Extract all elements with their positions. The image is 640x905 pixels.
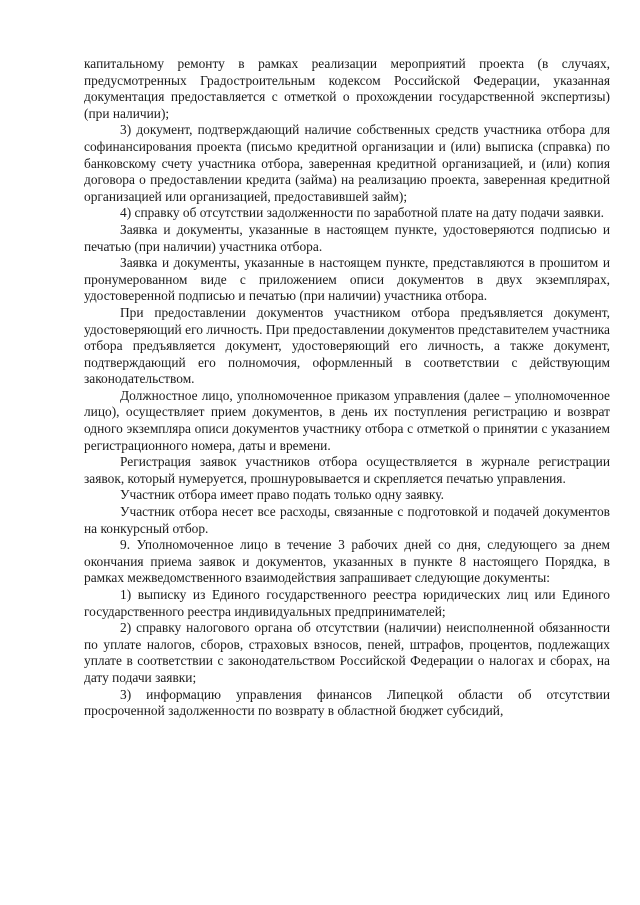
- paragraph-continuation: капитальному ремонту в рамках реализации мероприятий проекта (в случаях, предусмотренных Градостроительным кодексом Российской Федерации, указанная документация предоставляется с отметкой о прохождении государственной экспертизы) (при наличии);: [84, 56, 610, 121]
- paragraph-one-application: Участник отбора имеет право подать только одну заявку.: [120, 487, 444, 503]
- paragraph-section-9: 9. Уполномоченное лицо в течение 3 рабочих дней со дня, следующего за днем окончания приема заявок и документов, указанных в пункте 8 настоящего Порядка, в рамках межведомственного взаимодействия запрашивает следующие документы:: [84, 537, 610, 586]
- document-page: [84, 56, 610, 720]
- paragraph-bound-numbered: Заявка и документы, указанные в настоящем пункте, представляются в прошитом и пронумерованном виде с приложением описи документов в двух экземплярах, удостоверенной подписью и печатью (при наличии) участника отбора.: [84, 255, 610, 304]
- paragraph-signature-seal: Заявка и документы, указанные в настоящем пункте, удостоверяются подписью и печатью (при наличии) участника отбора.: [84, 221, 610, 254]
- paragraph-expenses: Участник отбора несет все расходы, связанные с подготовкой и подачей документов на конкурсный отбор.: [84, 504, 610, 536]
- paragraph-identity-document: При предоставлении документов участником отбора предъявляется документ, удостоверяющий его личность. При предоставлении документов представителем участника отбора предъявляется документ, удостоверяющий его личность, а также документ, подтверждающий его полномочия, оформленный в соответствии с действующим законодательством.: [84, 304, 610, 387]
- paragraph-registration-journal: Регистрация заявок участников отбора осуществляется в журнале регистрации заявок, который нумеруется, прошнуровывается и скрепляется печатью управления.: [84, 454, 610, 486]
- paragraph-item-4-salary-debt: 4) справку об отсутствии задолженности по заработной плате на дату подачи заявки.: [120, 205, 605, 221]
- paragraph-item-2-tax-certificate: 2) справку налогового органа об отсутствии (наличии) неисполненной обязанности по уплате налогов, сборов, страховых взносов, пеней, штрафов, процентов, подлежащих уплате в соответствии с законодательством Российской Федерации о налогах и сборах, на дату подачи заявки;: [84, 620, 610, 685]
- paragraph-item-3-finance-info: 3) информацию управления финансов Липецкой области об отсутствии просроченной задолженности по возврату в областной бюджет субсидий,: [84, 686, 610, 719]
- paragraph-item-1-registry-extract: 1) выписку из Единого государственного реестра юридических лиц или Единого государственного реестра индивидуальных предпринимателей;: [84, 587, 610, 619]
- paragraph-authorized-person: Должностное лицо, уполномоченное приказом управления (далее – уполномоченное лицо), осуществляет прием документов, в день их поступления регистрацию и возврат одного экземпляра описи документов участнику отбора с отметкой о принятии с указанием регистрационного номера, даты и времени.: [84, 387, 610, 453]
- paragraph-item-3-own-funds: 3) документ, подтверждающий наличие собственных средств участника отбора для софинансирования проекта (письмо кредитной организации и (или) выписка (справка) по банковскому счету участника отбора, заверенная кредитной организацией, и (или) копия договора о предоставлении кредита (займа) на реализацию проекта, заверенная кредитной организацией или организацией, предоставившей займ);: [84, 122, 610, 204]
